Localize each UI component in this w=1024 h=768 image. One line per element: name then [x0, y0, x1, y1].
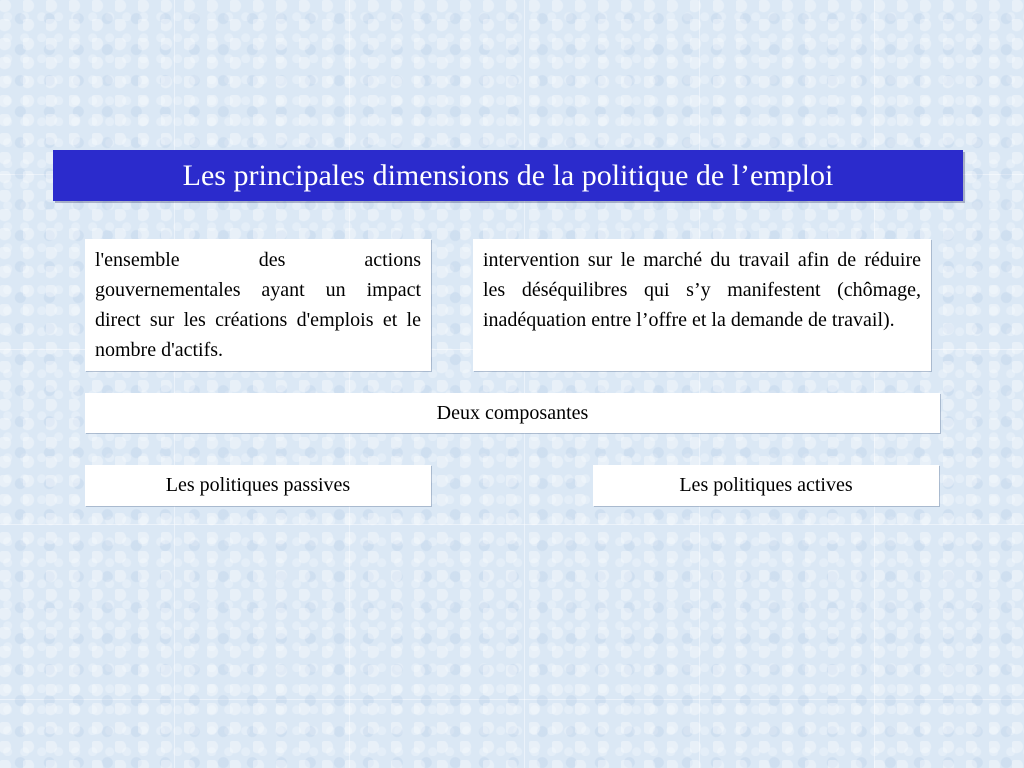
active-policies-box: [593, 465, 939, 506]
passive-policies-box: [85, 465, 431, 506]
definition-box-left: l'ensemble des actions gouvernementales ayant un impact direct sur les créations d'emplois et le nombre d'actifs.: [85, 239, 431, 371]
components-heading-label: Deux composantes: [436, 401, 589, 424]
passive-policies-label: Les politiques passives: [165, 474, 351, 496]
active-policies-label: Les politiques actives: [679, 474, 853, 496]
slide-title: Les principales dimensions de la politique de l’emploi: [53, 150, 963, 201]
components-heading-box: [85, 393, 940, 433]
definition-box-right: intervention sur le marché du travail afin de réduire les déséquilibres qui s’y manifestent (chômage, inadéquation entre l’offre et la demande de travail).: [473, 239, 931, 371]
